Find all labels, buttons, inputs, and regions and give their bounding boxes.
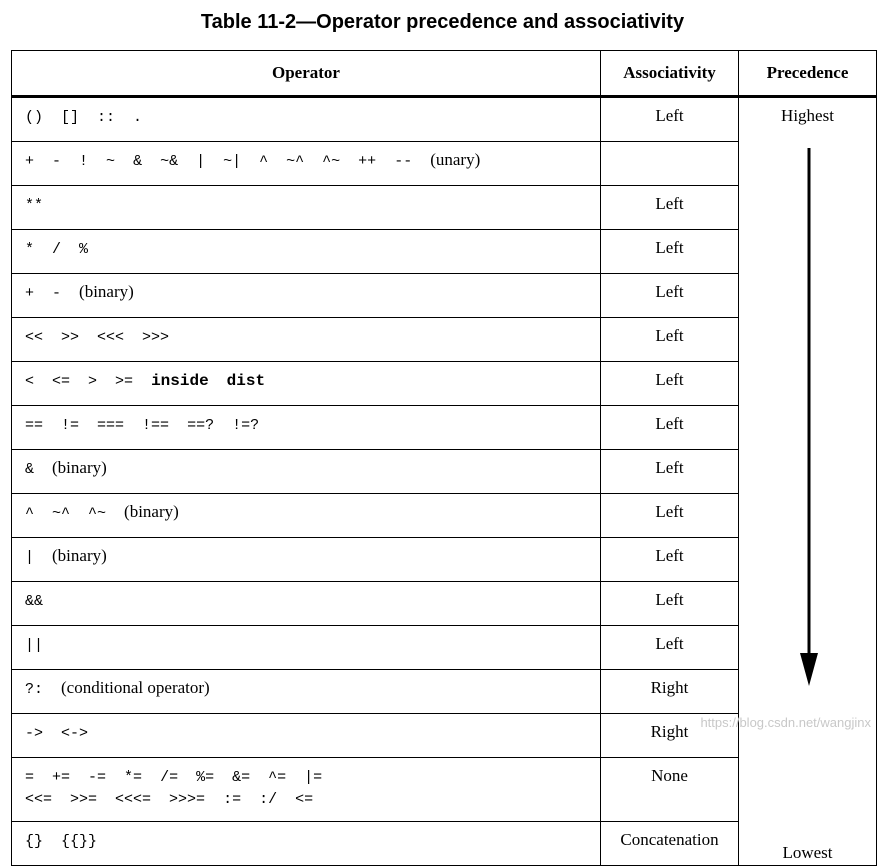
down-arrow-icon xyxy=(739,98,877,698)
operator-token: <= xyxy=(295,791,314,808)
operator-cell xyxy=(12,538,601,582)
operator-cell xyxy=(12,362,601,406)
associativity-cell: Right xyxy=(601,670,739,714)
operator-cell xyxy=(12,822,601,866)
operator-token: {{}} xyxy=(61,833,98,850)
operator-cell xyxy=(12,230,601,274)
operator-token: ^ xyxy=(259,153,269,170)
operator-note: (binary) xyxy=(124,502,179,521)
operator-token: <<<= xyxy=(115,791,152,808)
operator-cell xyxy=(12,186,601,230)
operator-token: >>>= xyxy=(169,791,206,808)
operator-token: () xyxy=(25,109,44,126)
operator-token: === xyxy=(97,417,125,434)
associativity-cell: Left xyxy=(601,450,739,494)
table-row xyxy=(12,97,877,142)
header-precedence: Precedence xyxy=(739,51,877,97)
operator-token: ! xyxy=(79,153,89,170)
operator-token: && xyxy=(25,593,44,610)
operator-token: |= xyxy=(304,769,323,786)
operator-cell xyxy=(12,318,601,362)
operator-token: % xyxy=(79,241,89,258)
operator-token: > xyxy=(88,373,98,390)
operator-token: ?: xyxy=(25,681,44,698)
operator-token: &= xyxy=(232,769,251,786)
operator-token: - xyxy=(52,285,62,302)
operator-token: !=? xyxy=(232,417,260,434)
operator-cell xyxy=(12,142,601,186)
precedence-highest: Highest xyxy=(781,106,834,125)
operator-token: >>> xyxy=(142,329,170,346)
operator-token: -= xyxy=(88,769,107,786)
operator-token: == xyxy=(25,417,44,434)
associativity-cell xyxy=(601,142,739,186)
operator-token: /= xyxy=(160,769,179,786)
operator-note: (conditional operator) xyxy=(61,678,210,697)
operator-token: ++ xyxy=(358,153,377,170)
operator-token: += xyxy=(52,769,71,786)
operator-token: := xyxy=(223,791,242,808)
operator-token: >>= xyxy=(70,791,98,808)
operator-cell xyxy=(12,582,601,626)
operator-cell xyxy=(12,450,601,494)
operator-token: & xyxy=(25,461,35,478)
operator-token: != xyxy=(61,417,80,434)
operator-line-2 xyxy=(25,788,600,808)
operator-token: = xyxy=(25,769,35,786)
operator-token: -> xyxy=(25,725,44,742)
header-associativity: Associativity xyxy=(601,51,739,97)
associativity-cell: Left xyxy=(601,362,739,406)
operator-token: *= xyxy=(124,769,143,786)
operator-token: << xyxy=(25,329,44,346)
operator-token: < xyxy=(25,373,35,390)
associativity-cell: Left xyxy=(601,274,739,318)
watermark: https://blog.csdn.net/wangjinx xyxy=(700,715,871,730)
operator-cell xyxy=(12,670,601,714)
operator-token: ^~ xyxy=(88,505,107,522)
operator-token: ^ xyxy=(25,505,35,522)
operator-token: <= xyxy=(52,373,71,390)
operator-cell xyxy=(12,626,601,670)
operator-token: ~| xyxy=(223,153,242,170)
associativity-cell: Left xyxy=(601,318,739,362)
associativity-cell: Left xyxy=(601,626,739,670)
operator-token: <<= xyxy=(25,791,53,808)
operator-token: >= xyxy=(115,373,134,390)
operator-cell xyxy=(12,494,601,538)
operator-table xyxy=(11,50,877,866)
operator-note: (unary) xyxy=(430,150,481,169)
table-title: Table 11-2—Operator precedence and associativity xyxy=(200,11,685,33)
operator-token: . xyxy=(133,109,143,126)
operator-keyword: dist xyxy=(226,372,266,390)
operator-token: !== xyxy=(142,417,170,434)
operator-token: || xyxy=(25,637,44,654)
operator-cell xyxy=(12,406,601,450)
associativity-cell: Left xyxy=(601,186,739,230)
associativity-cell: Left xyxy=(601,494,739,538)
operator-token: ^~ xyxy=(322,153,341,170)
operator-token: & xyxy=(133,153,143,170)
operator-cell xyxy=(12,758,601,822)
associativity-cell: Concatenation xyxy=(601,822,739,866)
operator-token: ~& xyxy=(160,153,179,170)
operator-token: / xyxy=(52,241,62,258)
operator-token: %= xyxy=(196,769,215,786)
associativity-cell: Left xyxy=(601,582,739,626)
precedence-lowest: Lowest xyxy=(782,843,833,862)
operator-token: ~^ xyxy=(52,505,71,522)
operator-token: - xyxy=(52,153,62,170)
associativity-cell: Left xyxy=(601,230,739,274)
operator-token: * xyxy=(25,241,35,258)
operator-token: ==? xyxy=(187,417,215,434)
associativity-cell: Left xyxy=(601,538,739,582)
operator-token: + xyxy=(25,153,35,170)
precedence-cell xyxy=(739,97,877,866)
operator-note: (binary) xyxy=(79,282,134,301)
associativity-cell: Right xyxy=(601,714,739,758)
operator-token: + xyxy=(25,285,35,302)
operator-token: -- xyxy=(394,153,413,170)
operator-token: [] xyxy=(61,109,80,126)
operator-token: ~^ xyxy=(286,153,305,170)
operator-token: >> xyxy=(61,329,80,346)
header-operator: Operator xyxy=(12,51,601,97)
operator-token: <-> xyxy=(61,725,89,742)
operator-token: <<< xyxy=(97,329,125,346)
operator-token: {} xyxy=(25,833,44,850)
operator-note: (binary) xyxy=(52,458,107,477)
operator-token: | xyxy=(196,153,206,170)
associativity-cell: Left xyxy=(601,406,739,450)
operator-token: ** xyxy=(25,197,44,214)
header-row xyxy=(12,51,877,97)
operator-token: ^= xyxy=(268,769,287,786)
operator-cell xyxy=(12,97,601,142)
operator-cell xyxy=(12,274,601,318)
operator-note: (binary) xyxy=(52,546,107,565)
associativity-cell: None xyxy=(601,758,739,822)
operator-token: :: xyxy=(97,109,116,126)
operator-keyword: inside xyxy=(151,372,209,390)
operator-token: :/ xyxy=(259,791,278,808)
associativity-cell: Left xyxy=(601,97,739,142)
operator-token: ~ xyxy=(106,153,116,170)
operator-token: | xyxy=(25,549,35,566)
